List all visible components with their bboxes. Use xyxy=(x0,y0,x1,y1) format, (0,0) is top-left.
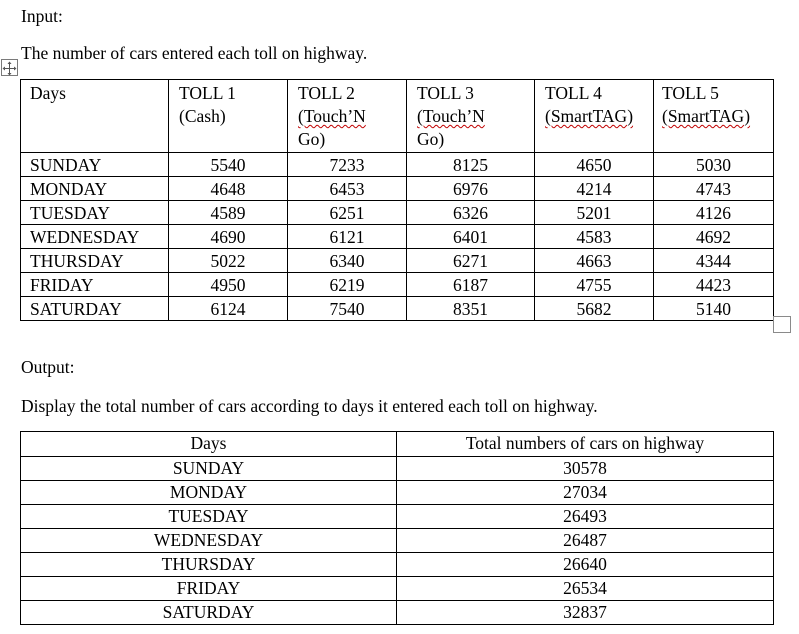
toll-1-cell: 5022 xyxy=(169,249,288,273)
table-row xyxy=(21,601,774,625)
table-row xyxy=(21,177,774,201)
day-cell: THURSDAY xyxy=(21,553,397,577)
day-cell: TUESDAY xyxy=(21,201,169,225)
toll-2-cell: 6453 xyxy=(288,177,407,201)
total-cell: 26640 xyxy=(397,553,774,577)
table-row xyxy=(21,529,774,553)
output-heading: Output: xyxy=(21,357,75,377)
day-cell: SATURDAY xyxy=(21,297,169,321)
toll-input-table xyxy=(20,79,774,321)
table-row xyxy=(21,481,774,505)
table-row xyxy=(21,577,774,601)
day-cell: SUNDAY xyxy=(21,153,169,177)
table-move-handle-icon[interactable] xyxy=(1,59,18,76)
table-row xyxy=(21,297,774,321)
header-toll-1: TOLL 1 (Cash) xyxy=(169,80,288,153)
toll-1-cell: 5540 xyxy=(169,153,288,177)
day-cell: SUNDAY xyxy=(21,457,397,481)
toll-5-cell: 5030 xyxy=(654,153,774,177)
table-row xyxy=(21,505,774,529)
day-cell: THURSDAY xyxy=(21,249,169,273)
toll-3-cell: 6187 xyxy=(407,273,535,297)
input-heading: Input: xyxy=(21,6,63,26)
day-cell: MONDAY xyxy=(21,177,169,201)
input-description: The number of cars entered each toll on highway. xyxy=(21,43,368,63)
toll-3-cell: 8351 xyxy=(407,297,535,321)
move-arrows-icon xyxy=(2,61,17,76)
toll-2-cell: 6219 xyxy=(288,273,407,297)
header-toll-4: TOLL 4 (SmartTAG) xyxy=(535,80,654,153)
output-description: Display the total number of cars according to days it entered each toll on highway. xyxy=(21,396,598,416)
day-cell: SATURDAY xyxy=(21,601,397,625)
total-cell: 26493 xyxy=(397,505,774,529)
toll-5-cell: 5140 xyxy=(654,297,774,321)
toll-3-cell: 6326 xyxy=(407,201,535,225)
toll-3-cell: 6976 xyxy=(407,177,535,201)
toll-1-cell: 6124 xyxy=(169,297,288,321)
day-cell: FRIDAY xyxy=(21,273,169,297)
toll-2-cell: 7233 xyxy=(288,153,407,177)
day-cell: TUESDAY xyxy=(21,505,397,529)
total-output-table xyxy=(20,431,774,625)
toll-1-cell: 4950 xyxy=(169,273,288,297)
toll-3-cell: 6271 xyxy=(407,249,535,273)
table-row xyxy=(21,225,774,249)
toll-4-cell: 4650 xyxy=(535,153,654,177)
total-table-header-row xyxy=(21,432,774,457)
table-row xyxy=(21,553,774,577)
toll-1-cell: 4589 xyxy=(169,201,288,225)
toll-4-cell: 5682 xyxy=(535,297,654,321)
day-cell: FRIDAY xyxy=(21,577,397,601)
day-cell: WEDNESDAY xyxy=(21,225,169,249)
toll-5-cell: 4344 xyxy=(654,249,774,273)
table-row xyxy=(21,457,774,481)
table-row xyxy=(21,153,774,177)
toll-4-cell: 5201 xyxy=(535,201,654,225)
toll-1-cell: 4648 xyxy=(169,177,288,201)
toll-4-cell: 4214 xyxy=(535,177,654,201)
toll-table-header-row xyxy=(21,80,774,153)
day-cell: MONDAY xyxy=(21,481,397,505)
toll-4-cell: 4583 xyxy=(535,225,654,249)
total-cell: 26534 xyxy=(397,577,774,601)
header-total: Total numbers of cars on highway xyxy=(397,432,774,457)
toll-2-cell: 6251 xyxy=(288,201,407,225)
toll-2-cell: 6121 xyxy=(288,225,407,249)
header-days: Days xyxy=(21,80,169,153)
table-resize-handle[interactable] xyxy=(773,316,791,333)
toll-2-cell: 6340 xyxy=(288,249,407,273)
total-cell: 32837 xyxy=(397,601,774,625)
toll-3-cell: 8125 xyxy=(407,153,535,177)
day-cell: WEDNESDAY xyxy=(21,529,397,553)
table-row xyxy=(21,201,774,225)
toll-5-cell: 4423 xyxy=(654,273,774,297)
table-row xyxy=(21,273,774,297)
toll-5-cell: 4126 xyxy=(654,201,774,225)
toll-4-cell: 4755 xyxy=(535,273,654,297)
total-cell: 30578 xyxy=(397,457,774,481)
table-row xyxy=(21,249,774,273)
toll-4-cell: 4663 xyxy=(535,249,654,273)
toll-3-cell: 6401 xyxy=(407,225,535,249)
toll-2-cell: 7540 xyxy=(288,297,407,321)
total-cell: 26487 xyxy=(397,529,774,553)
header-days: Days xyxy=(21,432,397,457)
header-toll-3: TOLL 3 (Touch’N Go) xyxy=(407,80,535,153)
toll-5-cell: 4692 xyxy=(654,225,774,249)
toll-1-cell: 4690 xyxy=(169,225,288,249)
header-toll-2: TOLL 2 (Touch’N Go) xyxy=(288,80,407,153)
header-toll-5: TOLL 5 (SmartTAG) xyxy=(654,80,774,153)
total-cell: 27034 xyxy=(397,481,774,505)
toll-5-cell: 4743 xyxy=(654,177,774,201)
